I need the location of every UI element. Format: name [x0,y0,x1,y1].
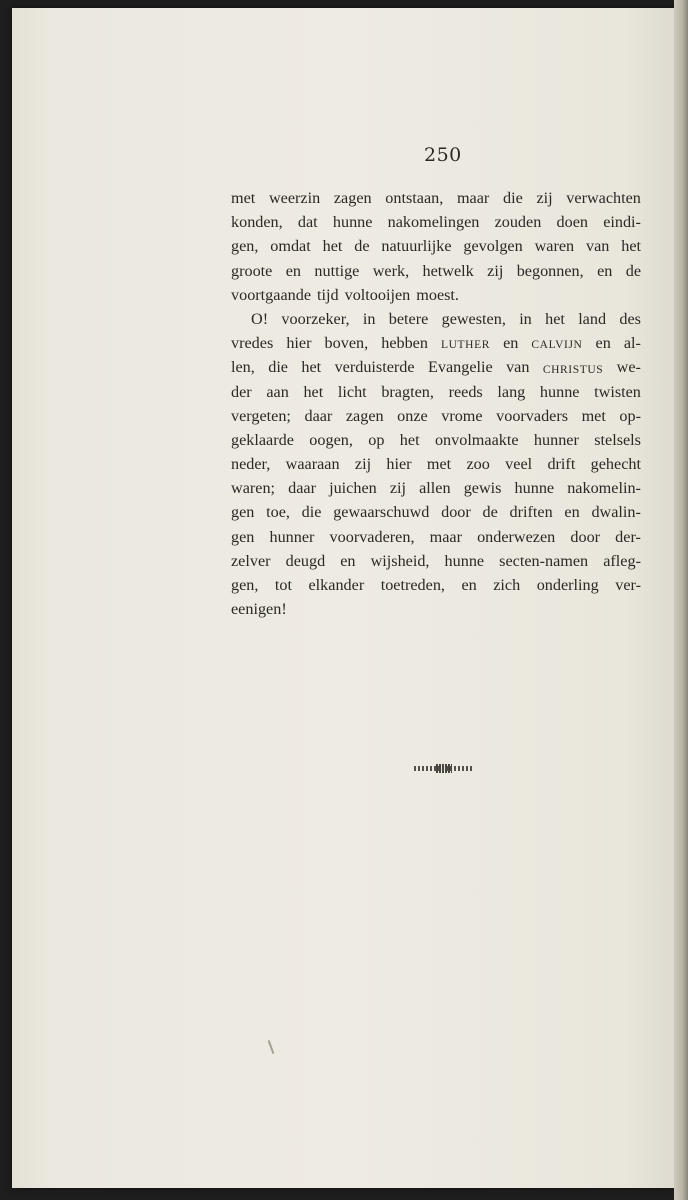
word: CHRISTUS [542,363,604,376]
page-number: 250 [424,144,462,166]
word: toetreden, [380,576,445,594]
word: hunne [539,382,580,401]
word: op [368,430,385,449]
word: hunner [269,527,315,546]
word: zoo [466,455,490,474]
word: het [301,358,322,377]
word: daar [304,406,333,425]
word: groote [231,261,273,280]
word: zij [354,455,372,474]
word: waaraan [285,455,340,474]
text-line [231,307,641,331]
word: hier [286,334,312,353]
word: gen [231,527,255,546]
word: gehecht [590,455,641,474]
word: hebben [381,334,428,353]
word: drift [547,455,576,474]
word: des [619,309,641,328]
text-line [231,331,641,355]
word: in [362,309,376,328]
word: veel [505,455,533,474]
text-line [231,283,641,307]
word: gevolgen [463,237,523,256]
word: zouden [494,213,542,232]
word: van [506,358,530,377]
word: begonnen, [516,261,584,280]
word: der- [615,527,641,546]
text-line [231,500,641,524]
word: toe, [266,503,290,522]
word: onvolmaakte [434,430,519,449]
word: verwachten [566,189,641,207]
word: vrome [441,406,483,425]
word: land [578,309,607,328]
word: die [301,503,322,522]
word: maar [429,527,462,546]
word: onze [397,406,428,425]
body-text [231,186,641,621]
word: lang [497,382,526,401]
word: nakomelin- [567,479,641,498]
word: gewaarschuwd [333,503,430,522]
word: al- [623,334,641,353]
word: op- [619,406,641,425]
page-edge [674,0,688,1200]
word: het [545,309,565,328]
word: hunne [514,479,555,498]
word: der [231,382,252,401]
word: hetwelk [422,261,474,280]
word: hunner [533,430,579,449]
word: hier [386,455,412,474]
word: zagen [345,406,384,425]
word: door [441,503,471,522]
word: reeds [448,382,483,401]
word: het [303,382,324,401]
word: zij [536,189,553,207]
text-line [231,355,641,379]
word: deugd [285,551,326,570]
word: geklaarde [231,430,294,449]
word: boven, [324,334,369,353]
word: gen [231,503,255,522]
text-line [231,404,641,428]
word: waren [534,237,575,256]
word: de [354,237,370,256]
word: verduisterde [334,358,415,377]
word: en [461,576,477,594]
word: gewesten, [441,309,506,328]
word: tot [274,576,292,594]
word: voltooijen [344,285,411,304]
word: dwalin- [591,503,641,522]
word: we- [616,358,641,377]
word: eindi- [603,213,641,232]
text-line [231,186,641,210]
word: weerzin [268,189,321,207]
text-line [231,597,641,621]
word: met [581,406,606,425]
word: onderwezen [477,527,556,546]
word: het [621,237,641,256]
word: en [340,551,356,570]
word: en [564,503,580,522]
word: omdat [270,237,311,256]
word: zij [389,479,407,498]
word: tijd [317,285,339,304]
word: doen [556,213,588,232]
word: vergeten; [231,406,291,425]
word: allen [419,479,451,498]
word: O! [251,309,269,328]
word: len, [231,358,255,377]
word: van [585,237,610,256]
text-line [231,210,641,234]
word: elkander [308,576,365,594]
end-ornament [414,766,474,771]
word: de [625,261,641,280]
text-line [231,380,641,404]
text-line [231,428,641,452]
word: voorvaders [496,406,569,425]
word: die [268,358,288,377]
text-line [231,549,641,573]
word: ver- [615,576,641,594]
word: werk, [372,261,410,280]
word: zagen [333,189,372,207]
word: konden, [231,213,283,232]
word: maar [456,189,490,207]
text-line [231,234,641,258]
word: voorzeker, [281,309,350,328]
word: voorvaderen, [329,527,415,546]
text-line [231,259,641,283]
word: zelver [231,551,271,570]
word: het [399,430,420,449]
word: zich [493,576,521,594]
word: gen, [231,576,259,594]
word: moest. [416,285,459,304]
word: bragten, [381,382,434,401]
word: nuttige [314,261,360,280]
word: die [502,189,523,207]
word: juichen [329,479,377,498]
word: Evangelie [427,358,493,377]
word: oogen, [309,430,353,449]
word: twisten [594,382,641,401]
word: met [231,189,256,207]
word: secten-namen [499,551,589,570]
word: en [503,334,519,353]
text-line [231,573,641,597]
word: dat [297,213,318,232]
word: daar [288,479,316,498]
word: voortgaande [231,285,312,304]
word: wijsheid, [370,551,430,570]
word: en [597,261,613,280]
word: het [322,237,343,256]
word: waren; [231,479,276,498]
word: gen, [231,237,259,256]
word: met [426,455,452,474]
word: hunne [332,213,373,232]
text-line [231,525,641,549]
word: natuurlijke [381,237,452,256]
word: en [285,261,302,280]
word: door [570,527,601,546]
word: zij [487,261,504,280]
word: licht [337,382,367,401]
word: vredes [231,334,274,353]
word: nakomelingen [387,213,480,232]
word: gewis [463,479,502,498]
word: onderling [536,576,599,594]
word: hunne [444,551,485,570]
word: betere [388,309,429,328]
word: de [482,503,498,522]
text-line [231,452,641,476]
word: en [595,334,611,353]
word: afleg- [603,551,641,570]
word: stelsels [594,430,641,449]
word: CALVIJN [531,339,583,352]
word: neder, [231,455,271,474]
word: driften [509,503,553,522]
word: aan [266,382,289,401]
word: ontstaan, [385,189,444,207]
word: LUTHER [441,339,490,352]
text-line [231,476,641,500]
word: eenigen! [231,600,287,619]
word: in [519,309,532,328]
